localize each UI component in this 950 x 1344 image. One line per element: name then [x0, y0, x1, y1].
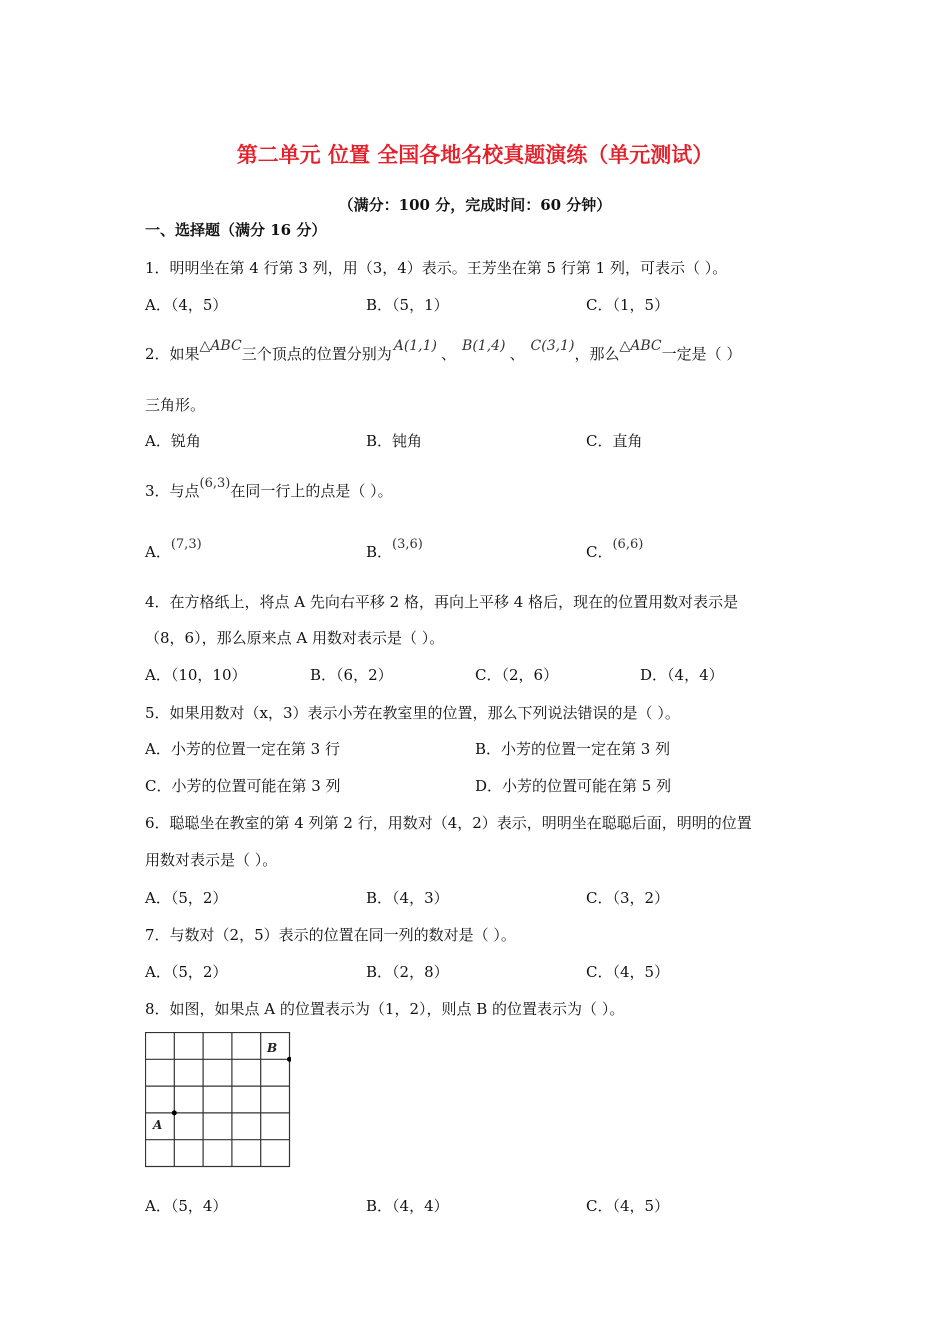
q6-option-b[interactable]: B．（4，3）: [366, 889, 449, 907]
q3-option-c-label: C．: [586, 543, 613, 561]
question-2: [145, 338, 742, 364]
q3-option-c-value: (6,6): [612, 537, 644, 552]
point-a-dot: [172, 1110, 177, 1115]
coordinate-grid-figure: [145, 1032, 291, 1168]
q3-option-a-value: (7,3): [170, 537, 202, 552]
q4-option-c[interactable]: C．（2，6）: [475, 666, 559, 684]
q2-text-1: 2．如果: [145, 345, 200, 363]
q2-option-a[interactable]: A．锐角: [145, 432, 201, 450]
q2-text-2: 三个顶点的位置分别为: [241, 345, 392, 363]
q5-option-a[interactable]: A．小芳的位置一定在第 3 行: [145, 740, 340, 758]
exam-info: （满分：100 分，完成时间：60 分钟）: [338, 196, 612, 214]
q2-text-3: ，那么: [574, 345, 620, 363]
q2-point-a: A(1,1): [393, 338, 438, 354]
question-3: [145, 476, 393, 501]
q3-option-b[interactable]: [366, 537, 423, 562]
question-5: 5．如果用数对（x，3）表示小芳在教室里的位置，那么下列说法错误的是（ ）。: [145, 704, 680, 722]
q3-option-b-label: B．: [366, 543, 393, 561]
q8-option-b[interactable]: B．（4，4）: [366, 1197, 449, 1215]
q1-option-a[interactable]: A．（4，5）: [145, 296, 228, 314]
q2-separator-1: 、: [441, 345, 457, 363]
point-a-label: A: [153, 1118, 163, 1132]
q8-option-c[interactable]: C．（4，5）: [586, 1197, 670, 1215]
q2-option-b[interactable]: B．钝角: [366, 432, 423, 450]
q3-text-2: 在同一行上的点是（ ）。: [230, 482, 393, 500]
question-6-line-2: 用数对表示是（ ）。: [145, 851, 278, 869]
q3-option-a-label: A．: [145, 543, 171, 561]
q7-option-c[interactable]: C．（4，5）: [586, 963, 670, 981]
point-b-label: B: [267, 1041, 278, 1055]
question-8: 8．如图，如果点 A 的位置表示为（1，2），则点 B 的位置表示为（ ）。: [145, 1000, 625, 1018]
question-4-line-2: （8，6），那么原来点 A 用数对表示是（ ）。: [145, 629, 445, 647]
q7-option-b[interactable]: B．（2，8）: [366, 963, 449, 981]
q1-option-b[interactable]: B．（5，1）: [366, 296, 449, 314]
point-b-dot: [287, 1057, 291, 1062]
q4-option-b[interactable]: B．（6，2）: [310, 666, 393, 684]
q4-option-d[interactable]: D．（4，4）: [640, 666, 724, 684]
section-heading: 一、选择题（满分 16 分）: [145, 221, 327, 239]
q5-option-c[interactable]: C．小芳的位置可能在第 3 列: [145, 777, 341, 795]
q3-option-c[interactable]: [586, 537, 644, 562]
question-2-line-2: 三角形。: [145, 396, 206, 414]
question-7: 7．与数对（2，5）表示的位置在同一列的数对是（ ）。: [145, 926, 516, 944]
q2-separator-2: 、: [509, 345, 525, 363]
q3-point: (6,3): [199, 476, 231, 491]
q4-option-a[interactable]: A．（10，10）: [145, 666, 247, 684]
q6-option-c[interactable]: C．（3，2）: [586, 889, 670, 907]
q2-triangle-1: △ABC: [199, 338, 242, 354]
q2-triangle-2: △ABC: [619, 338, 662, 354]
q7-option-a[interactable]: A．（5，2）: [145, 963, 228, 981]
q2-point-b: B(1,4): [462, 338, 506, 354]
q1-option-c[interactable]: C．（1，5）: [586, 296, 670, 314]
q5-option-b[interactable]: B．小芳的位置一定在第 3 列: [475, 740, 671, 758]
q3-option-a[interactable]: [145, 537, 202, 562]
question-4: 4．在方格纸上，将点 A 先向右平移 2 格，再向上平移 4 格后，现在的位置用数对表示是: [145, 593, 739, 611]
q8-option-a[interactable]: A．（5，4）: [145, 1197, 228, 1215]
q3-text-1: 3．与点: [145, 482, 200, 500]
question-1: 1．明明坐在第 4 行第 3 列，用（3，4）表示。王芳坐在第 5 行第 1 列，可表示（ ）。: [145, 259, 728, 277]
q2-text-4: 一定是（ ）: [661, 345, 742, 363]
q2-point-c: C(3,1): [530, 338, 575, 354]
page-title: 第二单元 位置 全国各地名校真题演练（单元测试）: [236, 143, 714, 167]
q3-option-b-value: (3,6): [392, 537, 423, 552]
question-6: 6．聪聪坐在教室的第 4 列第 2 行，用数对（4，2）表示，明明坐在聪聪后面，明明的位置: [145, 814, 752, 832]
q6-option-a[interactable]: A．（5，2）: [145, 889, 228, 907]
q5-option-d[interactable]: D．小芳的位置可能在第 5 列: [475, 777, 672, 795]
q2-option-c[interactable]: C．直角: [586, 432, 643, 450]
